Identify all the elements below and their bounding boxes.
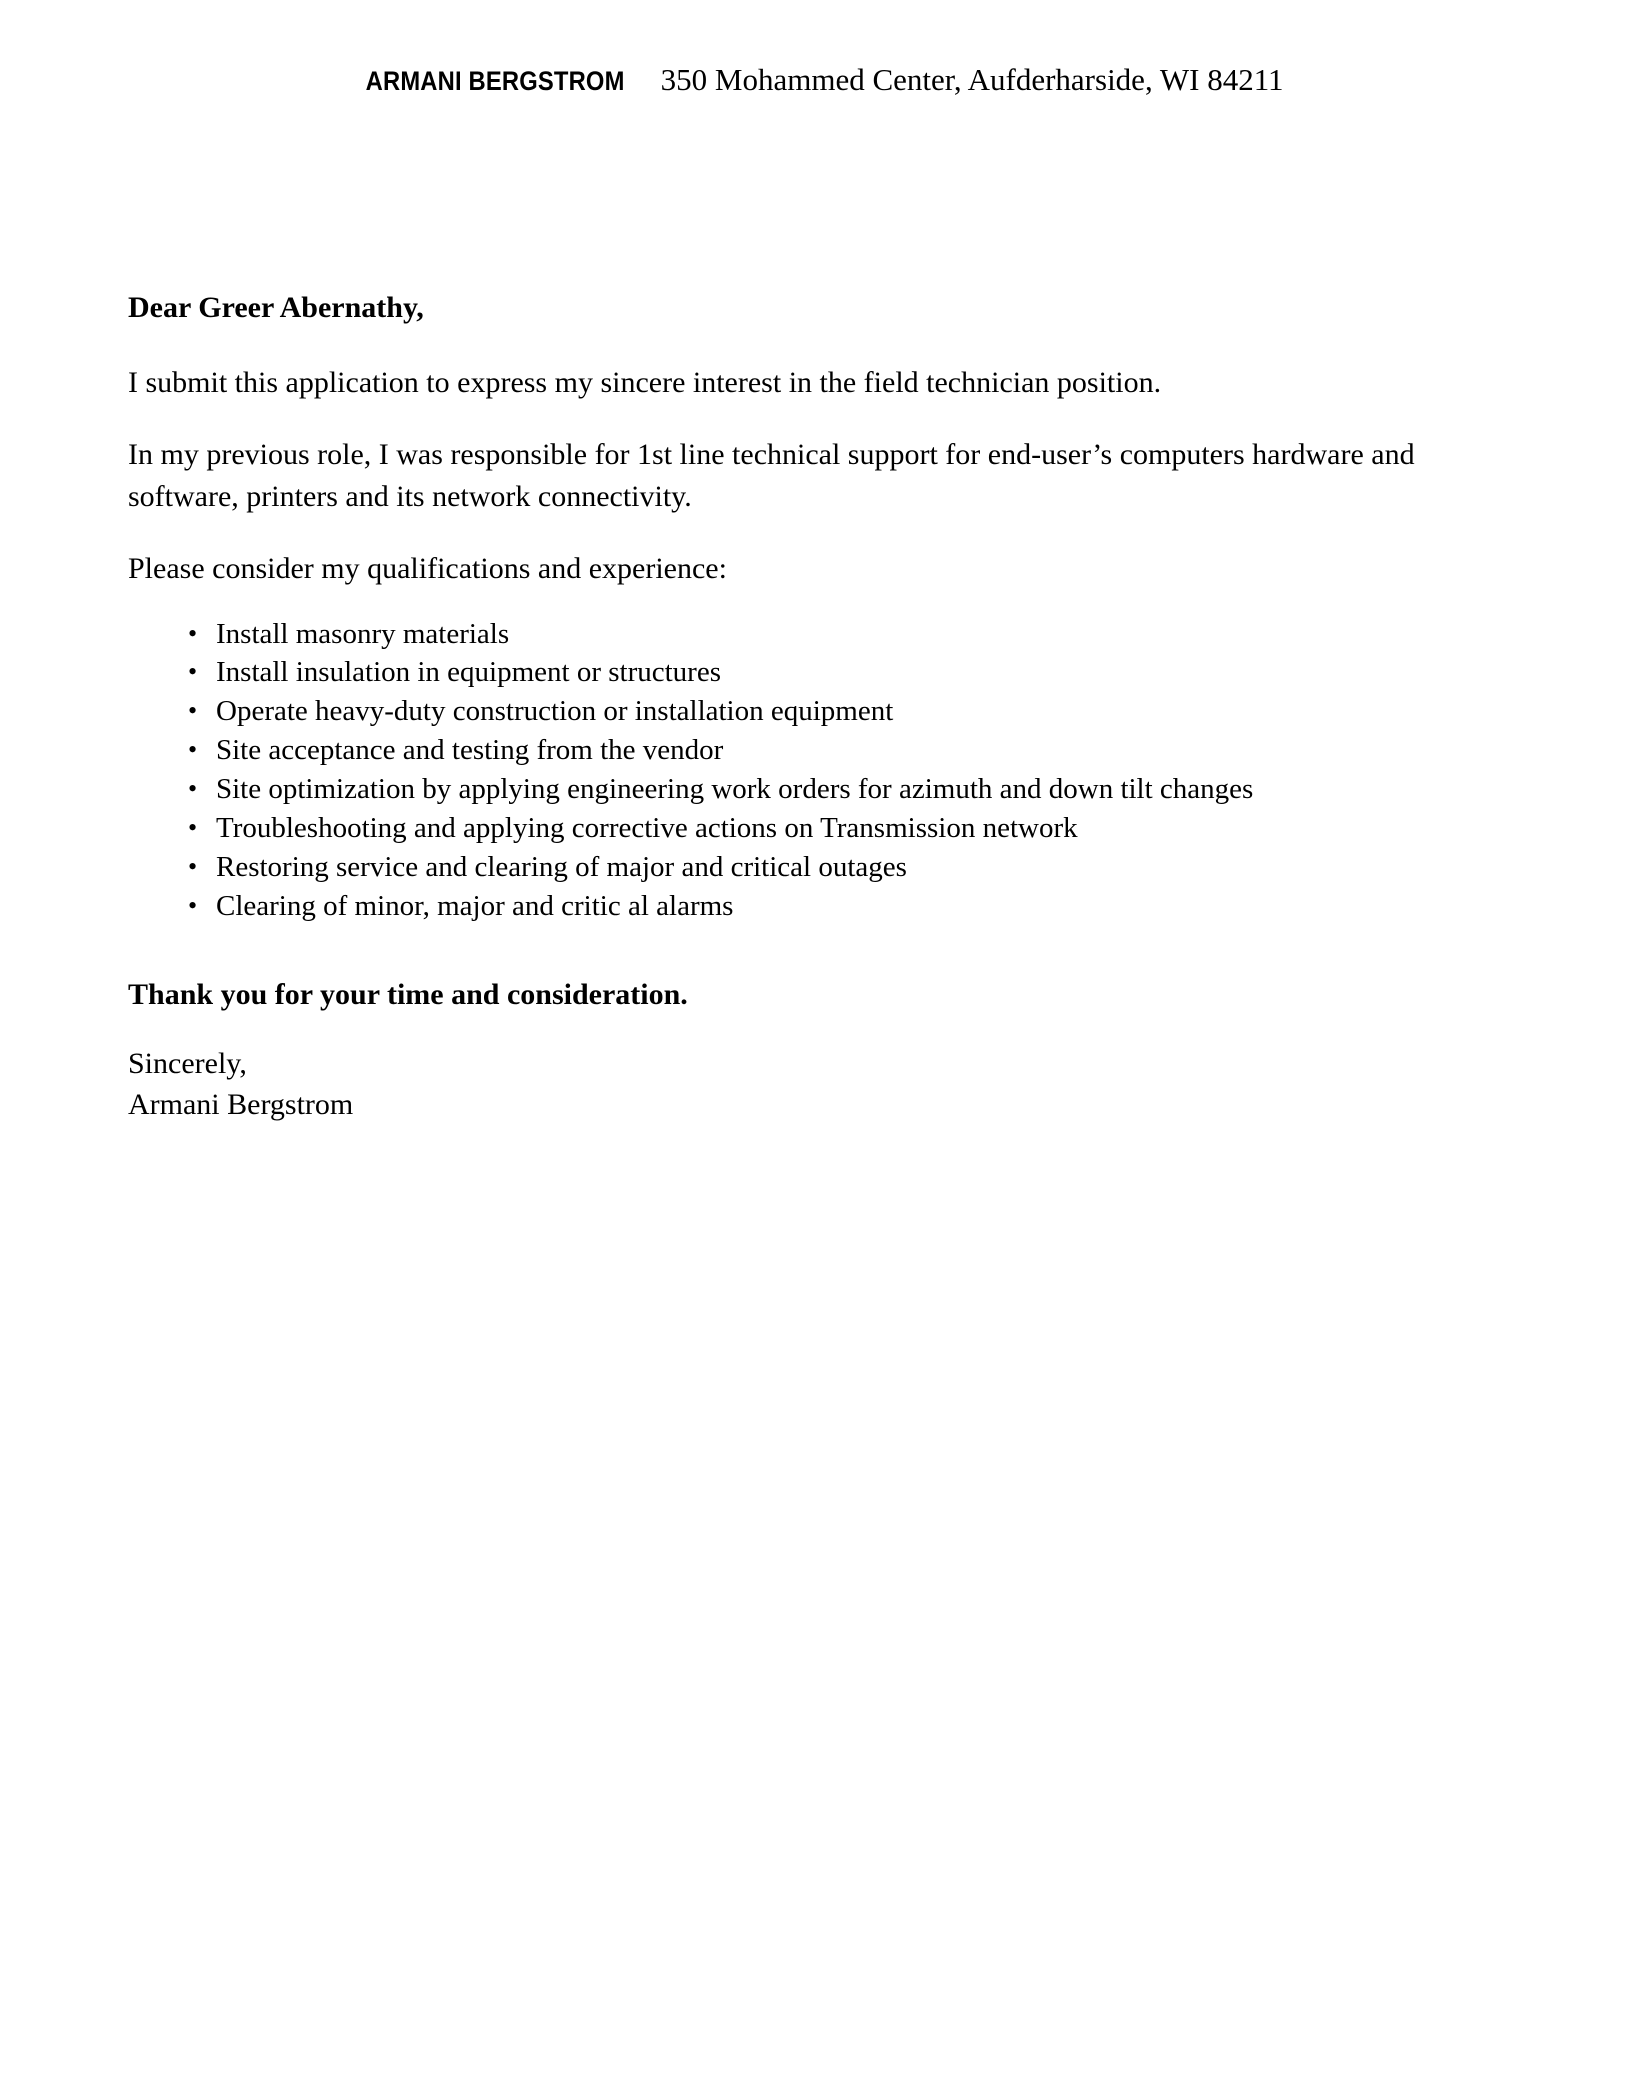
bullet-icon: •	[188, 735, 198, 765]
qualifications-list	[128, 617, 1468, 922]
bullet-icon: •	[188, 774, 198, 804]
closing-line: Thank you for your time and consideration.	[128, 978, 688, 1012]
list-item	[128, 775, 1468, 805]
paragraph-intro: I submit this application to express my sincere interest in the field technician position.	[128, 365, 1162, 399]
list-item-label: Troubleshooting and applying corrective actions on Transmission network	[216, 811, 1078, 844]
bullet-icon: •	[188, 657, 198, 687]
list-item-label: Restoring service and clearing of major and critical outages	[216, 850, 907, 883]
bullet-icon: •	[188, 618, 198, 648]
salutation: Dear Greer Abernathy,	[128, 291, 424, 324]
sender-address: 350 Mohammed Center, Aufderharside, WI 84211	[660, 62, 1284, 97]
list-item	[128, 697, 1468, 727]
bullet-icon: •	[188, 812, 198, 842]
paragraph-qualifications-lead-in: Please consider my qualifications and experience:	[128, 551, 727, 585]
bullet-icon: •	[188, 890, 198, 920]
list-item-label: Site optimization by applying engineering work orders for azimuth and down tilt changes	[216, 773, 1254, 806]
list-item	[128, 736, 1468, 766]
sender-name: ARMANI BERGSTROM	[366, 66, 625, 96]
letter-body	[128, 288, 1468, 1126]
list-item	[128, 658, 1468, 688]
list-item-label: Operate heavy-duty construction or installation equipment	[216, 695, 894, 728]
bullet-icon: •	[188, 851, 198, 881]
bullet-icon: •	[188, 696, 198, 726]
list-item-label: Clearing of minor, major and critic al alarms	[216, 889, 734, 922]
list-item	[128, 617, 1468, 650]
list-item	[128, 850, 1468, 883]
list-item-label: Install masonry materials	[216, 617, 510, 650]
signature-name: Armani Bergstrom	[128, 1088, 354, 1122]
paragraph-experience: In my previous role, I was responsible for 1st line technical support for end-user’s computers hardware and software, printers and its network connectivity.	[128, 437, 1415, 513]
signoff-block	[128, 1044, 1468, 1126]
list-item-label: Install insulation in equipment or structures	[216, 656, 721, 689]
list-item	[128, 811, 1468, 844]
list-item	[128, 889, 1468, 922]
valediction: Sincerely,	[128, 1047, 247, 1081]
letterhead	[0, 62, 1632, 98]
list-item-label: Site acceptance and testing from the vendor	[216, 734, 724, 767]
